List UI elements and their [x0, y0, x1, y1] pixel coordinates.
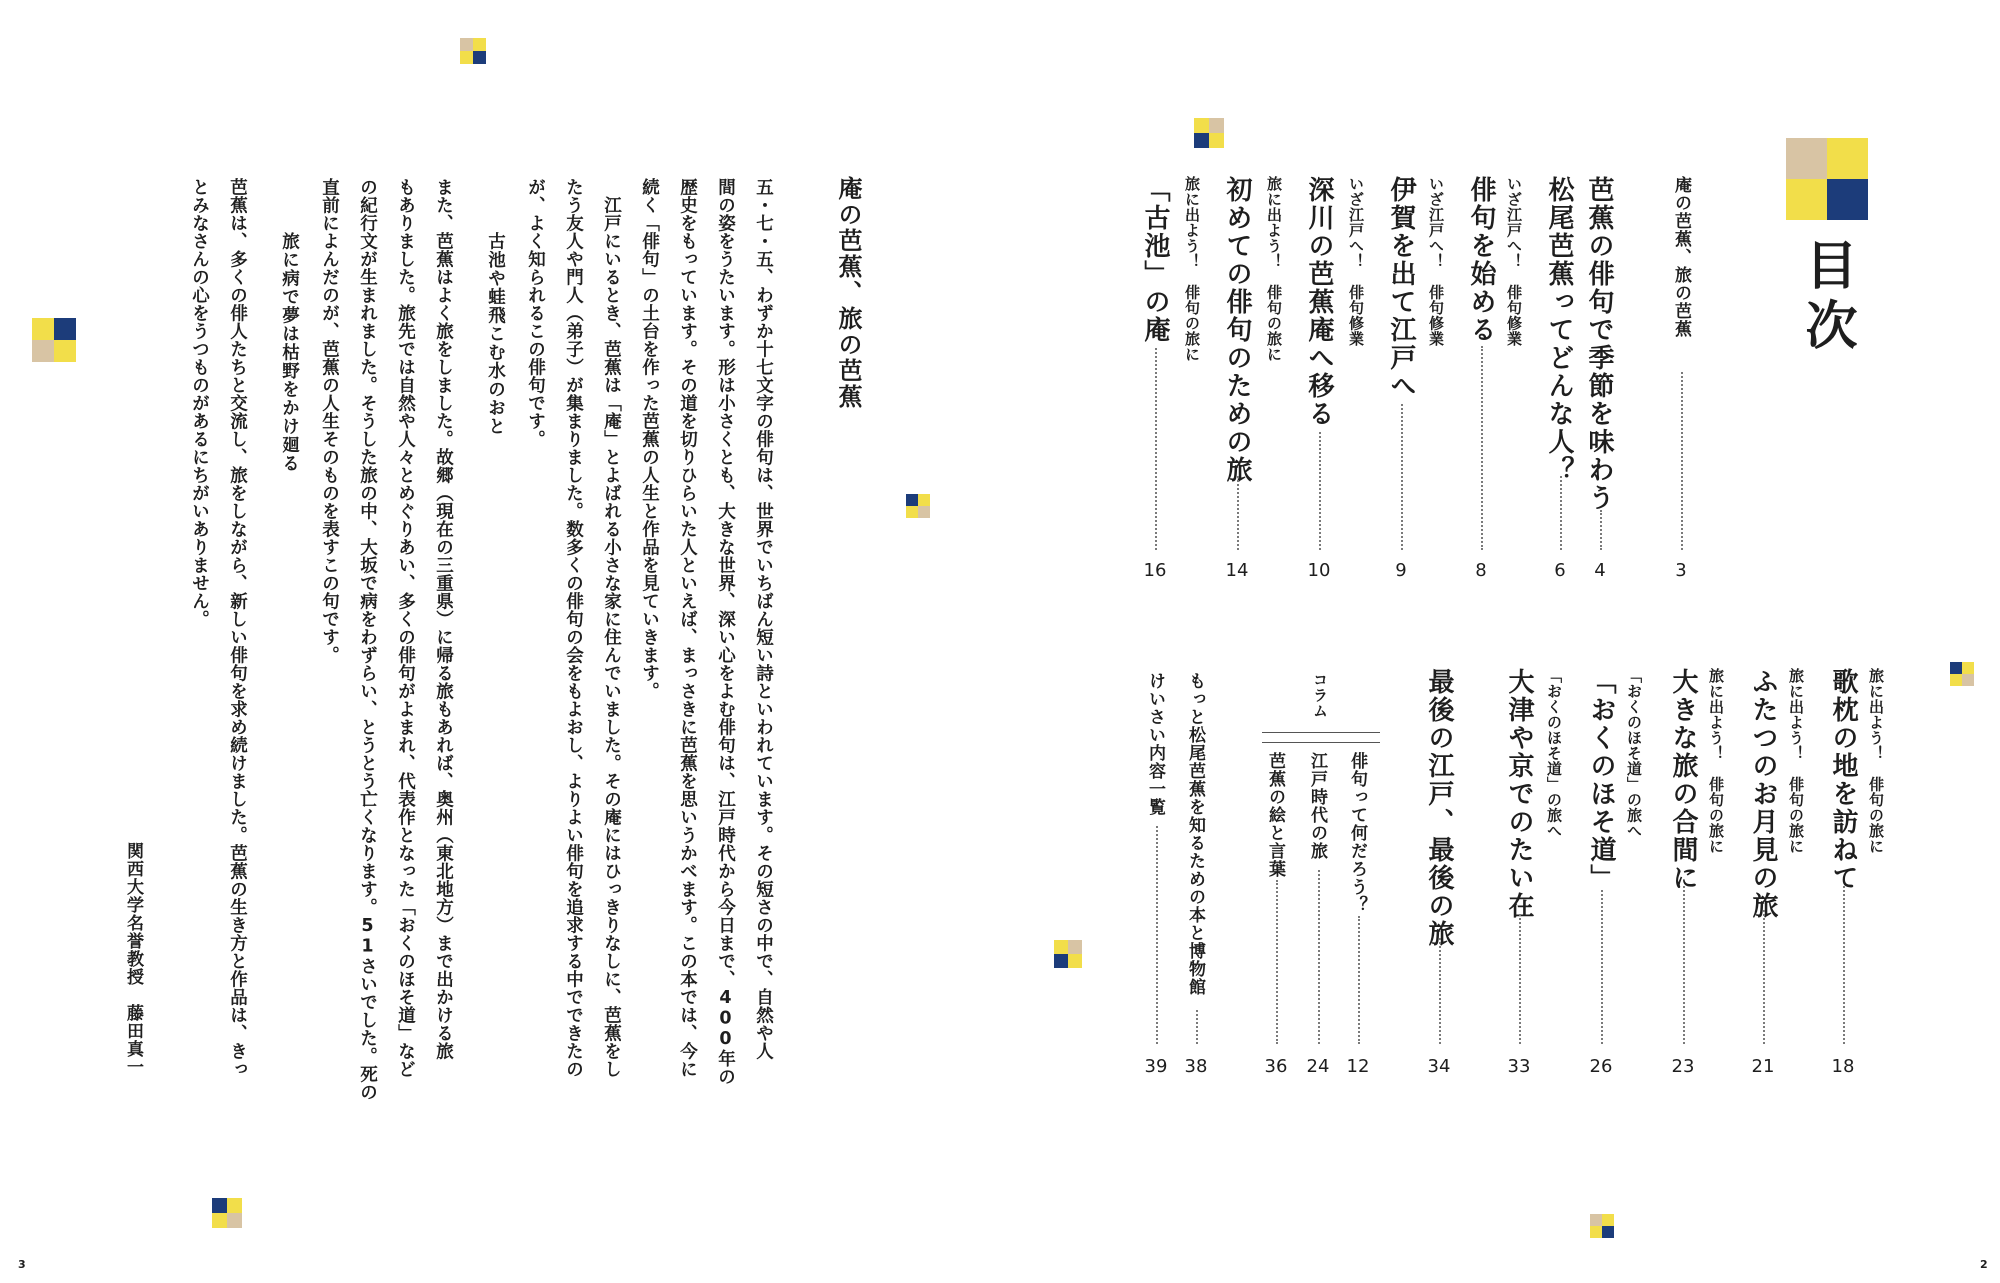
toc-entry-title: ふたつのお月見の旅 — [1748, 668, 1778, 920]
toc-entry-category: 「おくのほそ道」の旅へ — [1545, 668, 1563, 839]
toc-page-number: 16 — [1143, 560, 1167, 581]
column-label: コラム — [1311, 672, 1329, 719]
column-rule — [1262, 742, 1380, 743]
toc-page-number: 21 — [1751, 1056, 1775, 1077]
deco-square — [212, 1198, 242, 1228]
author-credit: 関西大学名誉教授 藤田真一 — [123, 842, 143, 1076]
deco-square — [460, 38, 486, 64]
toc-entry-title: 江戸時代の旅 — [1307, 752, 1327, 860]
toc-entry-category: 「おくのほそ道」の旅へ — [1625, 668, 1643, 839]
body-column: たう友人や門人（弟子）が集まりました。数多くの俳句の会をもよおし、よりよい俳句を追求する中でできたの — [563, 178, 584, 1078]
toc-entry-title: もっと松尾芭蕉を知るための本と博物館 — [1185, 672, 1205, 996]
toc-leader — [1560, 476, 1562, 550]
toc-entry-title: 大津や京でのたい在 — [1504, 668, 1534, 920]
column-rule — [1262, 732, 1380, 733]
toc-entry-title: 芭蕉の俳句で季節を味わう — [1584, 176, 1614, 512]
toc-leader — [1763, 910, 1765, 1044]
toc-page-number: 3 — [1675, 560, 1687, 581]
toc-entry-category: いざ江戸へ！ 俳句修業 — [1347, 176, 1365, 347]
body-column: 続く「俳句」の土台を作った芭蕉の人生と作品を見ていきます。 — [639, 178, 660, 700]
toc-leader — [1319, 432, 1321, 550]
page-number-left: 3 — [18, 1258, 26, 1271]
toc-entry-title: 伊賀を出て江戸へ — [1386, 176, 1416, 400]
toc-entry-title: 初めての俳句のための旅 — [1222, 176, 1252, 484]
deco-square — [1194, 118, 1224, 148]
body-column: もありました。旅先では自然や人々とめぐりあい、多くの俳句がよまれ、代表作となった「おくのほそ道」など — [395, 178, 416, 1078]
toc-page-number: 33 — [1507, 1056, 1531, 1077]
haiku-tabi-ni-yande: 旅に病で夢は枯野をかけ廻る — [279, 232, 300, 473]
toc-leader — [1519, 914, 1521, 1044]
toc-page-number: 26 — [1589, 1056, 1613, 1077]
body-column: 江戸にいるとき、芭蕉は「庵」とよばれる小さな家に住んでいました。その庵にはひっきりなしに、芭蕉をし — [601, 178, 622, 1078]
page-title: 庵の芭蕉、旅の芭蕉 — [834, 176, 862, 410]
body-column: 直前によんだのが、芭蕉の人生そのものを表すこの句です。 — [319, 178, 340, 664]
toc-page-number: 18 — [1831, 1056, 1855, 1077]
toc-page-number: 38 — [1184, 1056, 1208, 1077]
toc-entry-category: 旅に出よう！ 俳句の旅に — [1867, 668, 1885, 854]
toc-entry-category: いざ江戸へ！ 俳句修業 — [1505, 176, 1523, 347]
body-column: また、芭蕉はよく旅をしました。故郷（現在の三重県）に帰る旅もあれば、奥州（東北地方）まで出かける旅 — [433, 178, 454, 1060]
body-column: 芭蕉は、多くの俳人たちと交流し、旅をしながら、新しい俳句を求め続けました。芭蕉の生き方と作品は、きっ — [227, 178, 248, 1078]
toc-leader — [1600, 510, 1602, 550]
toc-entry-title: 庵の芭蕉、旅の芭蕉 — [1671, 176, 1691, 338]
toc-page-number: 24 — [1306, 1056, 1330, 1077]
toc-leader — [1196, 1010, 1198, 1044]
toc-entry-title: 松尾芭蕉ってどんな人？ — [1544, 176, 1574, 484]
toc-entry-title: 大きな旅の合間に — [1668, 668, 1698, 892]
deco-square — [906, 494, 930, 518]
toc-page-number: 9 — [1395, 560, 1407, 581]
toc-page-number: 12 — [1346, 1056, 1370, 1077]
deco-square — [32, 318, 76, 362]
toc-leader — [1237, 476, 1239, 550]
body-column: とみなさんの心をうつものがあるにちがいありません。 — [189, 178, 210, 628]
toc-entry-title: 俳句って何だろう？ — [1347, 752, 1367, 914]
toc-page-number: 34 — [1427, 1056, 1451, 1077]
toc-entry-category: 旅に出よう！ 俳句の旅に — [1787, 668, 1805, 854]
toc-leader — [1683, 886, 1685, 1044]
toc-page-number: 6 — [1554, 560, 1566, 581]
toc-leader — [1439, 938, 1441, 1044]
deco-square — [1054, 940, 1082, 968]
toc-leader — [1358, 916, 1360, 1044]
toc-entry-category: 旅に出よう！ 俳句の旅に — [1707, 668, 1725, 854]
body-column: 歴史をもっています。その道を切りひらいた人といえば、まっさきに芭蕉を思いうかべます。この本では、今に — [677, 178, 698, 1078]
toc-entry-category: 旅に出よう！ 俳句の旅に — [1183, 176, 1201, 362]
toc-entry-category: いざ江戸へ！ 俳句修業 — [1427, 176, 1445, 347]
toc-entry-title: 深川の芭蕉庵へ移る — [1304, 176, 1334, 428]
toc-entry-title: 芭蕉の絵と言葉 — [1265, 752, 1285, 878]
toc-leader — [1318, 870, 1320, 1044]
toc-page-number: 36 — [1264, 1056, 1288, 1077]
toc-leader — [1481, 346, 1483, 550]
toc-leader — [1276, 880, 1278, 1044]
deco-square — [1950, 662, 1974, 686]
toc-heading: 目次 — [1796, 238, 1856, 358]
toc-entry-title: 歌枕の地を訪ねて — [1828, 668, 1858, 892]
toc-leader — [1401, 404, 1403, 550]
toc-entry-title: 「おくのほそ道」 — [1586, 668, 1616, 892]
toc-entry-title: 「古池」の庵 — [1140, 176, 1170, 344]
toc-entry-title: 最後の江戸、最後の旅 — [1424, 668, 1454, 948]
toc-leader — [1601, 890, 1603, 1044]
body-column: 五・七・五、わずか十七文字の俳句は、世界でいちばん短い詩といわれています。その短さの中で、自然や人 — [753, 178, 774, 1060]
body-column: 間の姿をうたいます。形は小さくとも、大きな世界、深い心をよむ俳句は、江戸時代から今日まで、400年の — [715, 178, 736, 1086]
haiku-furuike: 古池や蛙飛こむ水のおと — [485, 232, 506, 436]
toc-page-number: 10 — [1307, 560, 1331, 581]
body-column: の紀行文が生まれました。そうした旅の中、大坂で病をわずらい、とうとう亡くなります。51さいでした。死の — [357, 178, 378, 1101]
toc-entry-title: 俳句を始める — [1466, 176, 1496, 344]
body-column: が、よく知られるこの俳句です。 — [525, 178, 546, 448]
toc-page-number: 39 — [1144, 1056, 1168, 1077]
toc-leader — [1155, 348, 1157, 550]
toc-page-number: 23 — [1671, 1056, 1695, 1077]
toc-page-number: 8 — [1475, 560, 1487, 581]
toc-leader — [1156, 826, 1158, 1044]
toc-leader — [1681, 372, 1683, 550]
toc-entry-title: けいさい内容一覧 — [1145, 672, 1165, 816]
toc-leader — [1843, 886, 1845, 1044]
page-number-right: 2 — [1980, 1258, 1988, 1271]
toc-heading-square — [1786, 138, 1868, 220]
toc-page-number: 4 — [1594, 560, 1606, 581]
deco-square — [1590, 1214, 1614, 1238]
toc-entry-category: 旅に出よう！ 俳句の旅に — [1265, 176, 1283, 362]
toc-page-number: 14 — [1225, 560, 1249, 581]
